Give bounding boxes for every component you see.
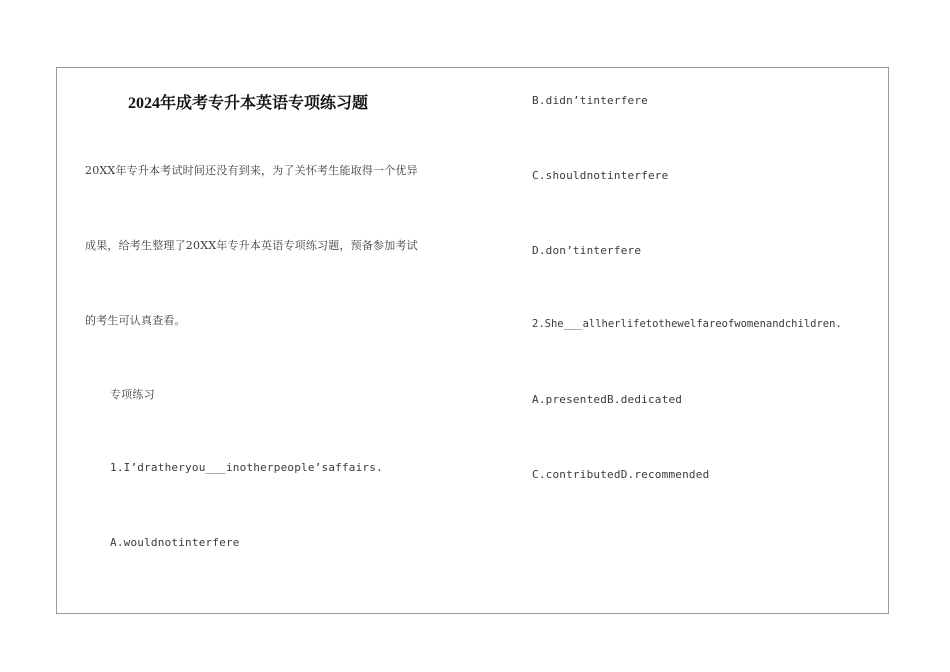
question-2-options-cd: C.contributedD.recommended [532, 468, 710, 481]
question-1-option-d: D.don’tinterfere [532, 244, 642, 257]
question-1: 1.I’dratheryou___inotherpeople’saffairs. [110, 461, 383, 474]
document-title: 2024年成考专升本英语专项练习题 [128, 95, 369, 112]
intro-line-3: 的考生可认真查看。 [85, 314, 186, 327]
question-2: 2.She___allherlifetothewelfareofwomenandchildren. [532, 318, 842, 330]
intro-line-2: 成果，给考生整理了20XX年专升本英语专项练习题，预备参加考试 [85, 239, 418, 252]
question-1-option-a: A.wouldnotinterfere [110, 536, 240, 549]
page-frame [56, 67, 889, 614]
section-heading: 专项练习 [110, 388, 155, 401]
question-1-option-b: B.didn’tinterfere [532, 94, 648, 107]
intro-line-1: 20XX年专升本考试时间还没有到来，为了关怀考生能取得一个优异 [85, 164, 418, 177]
question-2-options-ab: A.presentedB.dedicated [532, 393, 683, 406]
question-1-option-c: C.shouldnotinterfere [532, 169, 669, 182]
